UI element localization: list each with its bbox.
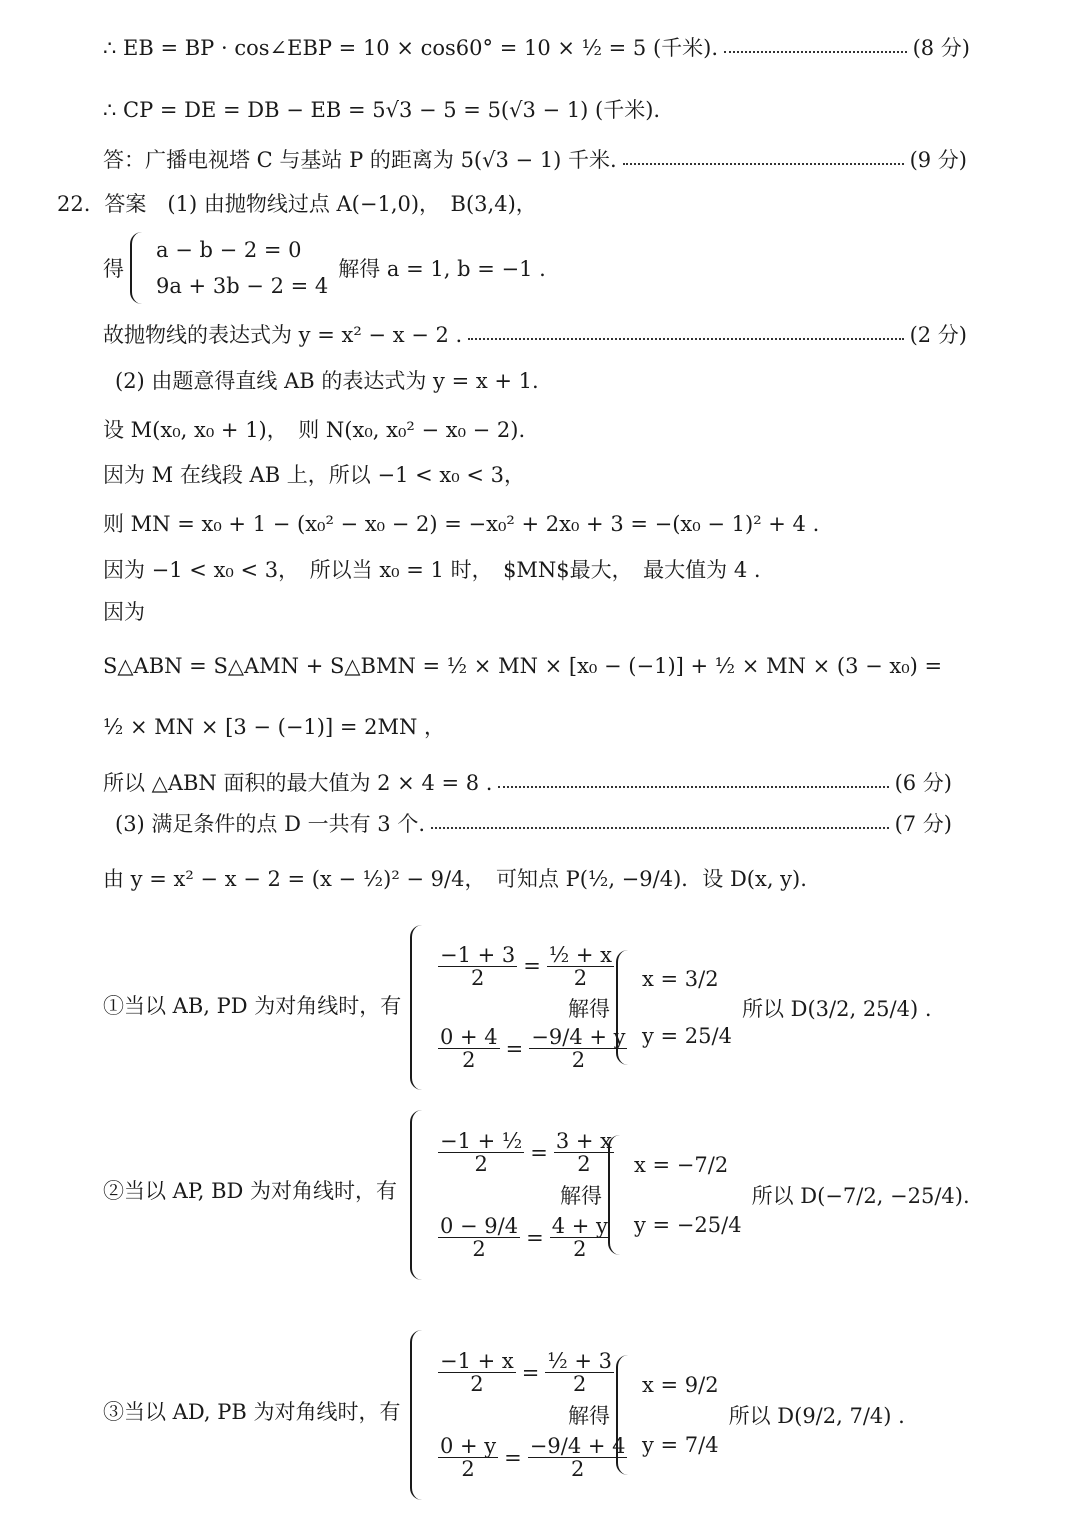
line-mn bbox=[103, 510, 819, 538]
line-set-m bbox=[103, 416, 525, 444]
line-parabola bbox=[103, 321, 967, 349]
line-area-2 bbox=[103, 713, 445, 741]
case1-system: $\frac{-1 + 3}{2}$ = $\frac{\text{½ + x}}{2}$ $\frac{0 + 4}{2}$ = $\frac{-9/4 + y}{2}$ bbox=[410, 925, 629, 1090]
solution-ab: 解得 a = 1, b = −1 . bbox=[338, 257, 546, 281]
part3-text: (3) 满足条件的点 D 一共有 3 个. bbox=[115, 812, 425, 836]
q22-head-text: 答案 (1) 由抛物线过点 A(−1,0)， B(3,4)， bbox=[104, 192, 537, 216]
line-area bbox=[103, 652, 942, 680]
case1-solve: 解得 bbox=[568, 996, 610, 1021]
score-8: (8 分) bbox=[912, 36, 970, 60]
case1-solution bbox=[568, 950, 932, 1065]
brace bbox=[616, 950, 636, 1065]
area-2-text: ½ × MN × [3 − (−1)] = 2MN ， bbox=[103, 715, 446, 739]
brace bbox=[410, 1110, 430, 1280]
case3-result: 所以 D(9/2, 7/4) . bbox=[728, 1404, 905, 1428]
case2-y: y = −25/4 bbox=[634, 1213, 742, 1237]
line-eb bbox=[103, 34, 970, 62]
case3-system: $\frac{-1 + x}{2}$ = $\frac{\text{½ + 3}}{2}$ $\frac{0 + y}{2}$ = $\frac{-9/4 + 4}{2}$ bbox=[410, 1330, 629, 1500]
line-because bbox=[103, 598, 145, 626]
brace bbox=[608, 1135, 628, 1255]
brace bbox=[410, 1330, 430, 1500]
dot-leader bbox=[468, 338, 903, 340]
brace bbox=[130, 232, 150, 304]
de-label: 得 bbox=[103, 257, 124, 281]
dot-leader bbox=[623, 163, 904, 165]
case3-solution bbox=[568, 1355, 905, 1475]
case1-label: ①当以 AB, PD 为对角线时，有 bbox=[103, 994, 402, 1018]
case3-label-line bbox=[103, 1398, 401, 1426]
score-6: (6 分) bbox=[894, 771, 952, 795]
line-vertex bbox=[103, 865, 807, 893]
case2-label-line bbox=[103, 1177, 397, 1205]
case1-x: x = 3/2 bbox=[642, 966, 719, 991]
line-part3 bbox=[115, 810, 952, 838]
case1-y: y = 25/4 bbox=[642, 1024, 732, 1049]
case3-label: ③当以 AD, PB 为对角线时，有 bbox=[103, 1400, 401, 1424]
case2-solution bbox=[560, 1135, 970, 1255]
eq2: 9a + 3b − 2 = 4 bbox=[156, 274, 329, 298]
case2-result: 所以 D(−7/2, −25/4). bbox=[751, 1184, 970, 1208]
area-max-text: 所以 △ABN 面积的最大值为 2 × 4 = 8 . bbox=[103, 771, 493, 795]
line-part2 bbox=[115, 367, 539, 395]
score-2: (2 分) bbox=[909, 323, 967, 347]
because-text: 因为 bbox=[103, 600, 145, 624]
case1-label-line bbox=[103, 992, 401, 1020]
brace bbox=[616, 1355, 636, 1475]
score-7: (7 分) bbox=[894, 812, 952, 836]
line-cp bbox=[103, 96, 660, 124]
case2-label: ②当以 AP, BD 为对角线时，有 bbox=[103, 1179, 398, 1203]
case2-system: $\frac{\text{−1 + ½}}{2}$ = $\frac{3 + x}{2}$ $\frac{0 - 9/4}{2}$ = $\frac{4 + y}{2}$ bbox=[410, 1110, 616, 1280]
line-answer bbox=[103, 146, 967, 174]
q22-number: 22. bbox=[57, 192, 91, 216]
line-area-max bbox=[103, 769, 952, 797]
case3-x: x = 9/2 bbox=[642, 1373, 719, 1397]
case1-result: 所以 D(3/2, 25/4) . bbox=[741, 996, 932, 1021]
score-9: (9 分) bbox=[909, 148, 967, 172]
line-mn-max bbox=[103, 556, 761, 584]
eb-equation: ∴ EB = BP · cos∠EBP = 10 × cos60° = 10 × ½ = 5 (千米). bbox=[103, 36, 719, 60]
answer-text: 答：广播电视塔 C 与基站 P 的距离为 5(√3 − 1) 千米. bbox=[103, 148, 617, 172]
m-on-ab-text: 因为 M 在线段 AB 上，所以 −1 < x₀ < 3， bbox=[103, 463, 525, 487]
mn-max-text: 因为 −1 < x₀ < 3， 所以当 x₀ = 1 时， $MN$最大， 最大值为 4 . bbox=[103, 558, 761, 582]
vertex-text: 由 y = x² − x − 2 = (x − ½)² − 9/4， 可知点 P(½, −9/4)．设 D(x, y). bbox=[103, 867, 807, 891]
dot-leader bbox=[431, 827, 889, 829]
dot-leader bbox=[724, 51, 907, 53]
q22-heading bbox=[57, 190, 537, 218]
eq1: a − b − 2 = 0 bbox=[156, 238, 302, 262]
line-m-on-ab bbox=[103, 461, 525, 489]
part2-text: (2) 由题意得直线 AB 的表达式为 y = x + 1. bbox=[115, 369, 539, 393]
mn-text: 则 MN = x₀ + 1 − (x₀² − x₀ − 2) = −x₀² + 2x₀ + 3 = −(x₀ − 1)² + 4 . bbox=[103, 512, 820, 536]
area-text: S△ABN = S△AMN + S△BMN = ½ × MN × [x₀ − (−1)] + ½ × MN × (3 − x₀) = bbox=[103, 654, 943, 678]
system-ab bbox=[103, 232, 546, 304]
cp-equation: ∴ CP = DE = DB − EB = 5√3 − 5 = 5(√3 − 1) (千米). bbox=[103, 98, 661, 122]
set-m-text: 设 M(x₀, x₀ + 1)， 则 N(x₀, x₀² − x₀ − 2). bbox=[103, 418, 526, 442]
case2-solve: 解得 bbox=[560, 1184, 602, 1208]
parabola-text: 故抛物线的表达式为 y = x² − x − 2 . bbox=[103, 323, 463, 347]
case2-x: x = −7/2 bbox=[634, 1153, 729, 1177]
case3-solve: 解得 bbox=[568, 1404, 610, 1428]
case3-y: y = 7/4 bbox=[642, 1433, 719, 1457]
brace bbox=[410, 925, 430, 1090]
dot-leader bbox=[498, 786, 888, 788]
